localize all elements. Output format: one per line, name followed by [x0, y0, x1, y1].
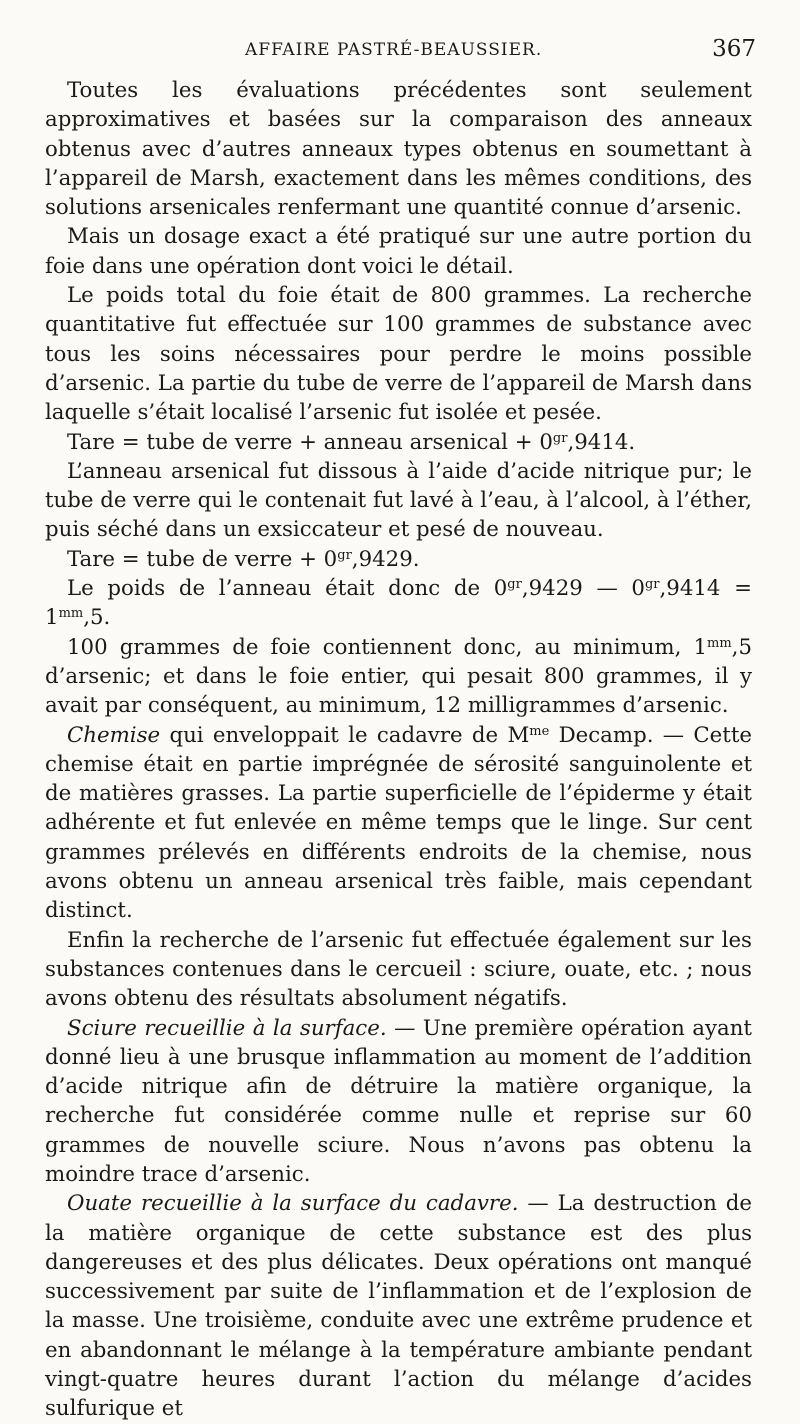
equation-line: Tare = tube de verre + $0^{gr},9429$.	[67, 546, 420, 572]
page-body	[45, 76, 752, 1424]
paragraph: Le poids total du foie était de 800 grammes. La recherche quantitative fut effectuée sur 100 grammes de substance avec tous les soins nécessaires pour perdre le moins possible d’arsenic. La partie du tube de verre de l’appareil de Marsh dans laquelle s’était localisé l’arsenic fut isolée et pesée.	[45, 283, 752, 426]
section-label: Sciure recueillie à la surface.	[67, 1015, 387, 1041]
page-number: 367	[712, 36, 756, 62]
paragraph: 100 grammes de foie contiennent donc, au minimum, $1^{mm},5$ d’arsenic; et dans le foie entier, qui pesait 800 grammes, il y avait par conséquent, au minimum, 12 milligrammes d’arsenic.	[45, 634, 752, 719]
equation-line: Tare = tube de verre + anneau arsenical + $0^{gr},9414$.	[67, 429, 636, 455]
paragraph: L’anneau arsenical fut dissous à l’aide d’acide nitrique pur; le tube de verre qui le contenait fut lavé à l’eau, à l’alcool, à l’éther, puis séché dans un exsiccateur et pesé de nouveau.	[45, 458, 753, 543]
paragraph: Toutes les évaluations précédentes sont seulement approximatives et basées sur la comparaison des anneaux obtenus avec d’autres anneaux types obtenus en soumettant à l’appareil de Marsh, exactement dans les mêmes conditions, des solutions arsenicales renfermant une quantité connue d’arsenic.	[45, 78, 752, 221]
paragraph: Ouate recueillie à la surface du cadavre. — La destruction de la matière organique de cette substance est des plus dangereuses et des plus délicates. Deux opérations ont manqué successivement par suite de l’inflammation et de l’explosion de la masse. Une troisième, conduite avec une extrême prudence et en abandonnant le mélange à la température ambiante pendant vingt-quatre heures durant l’action du mélange d’acides sulfurique et	[45, 1191, 752, 1422]
section-label: Chemise	[67, 722, 161, 748]
equation-line: Le poids de l’anneau était donc de $0^{gr},9429$ — $0^{gr},9414 = 1^{mm},5$.	[45, 576, 752, 631]
paragraph: Enfin la recherche de l’arsenic fut effectuée également sur les substances contenues dans le cercueil : sciure, ouate, etc. ; nous avons obtenu des résultats absolument négatifs.	[45, 927, 752, 1012]
page-header	[45, 36, 756, 76]
paragraph: Chemise qui enveloppait le cadavre de $M^{me}$ Decamp. — Cette chemise était en partie imprégnée de sérosité sanguinolente et de matières grasses. La partie superficielle de l’épiderme y était adhérente et fut enlevée en même temps que le linge. Sur cent grammes prélevés en différents endroits de la chemise, nous avons obtenu un anneau arsenical très faible, mais cependant distinct.	[45, 722, 752, 924]
running-head: AFFAIRE PASTRÉ-BEAUSSIER.	[245, 40, 543, 60]
paragraph: Sciure recueillie à la surface. — Une première opération ayant donné lieu à une brusque inflammation au moment de l’addition d’acide nitrique afin de détruire la matière organique, la recherche fut considérée comme nulle et reprise sur 60 grammes de nouvelle sciure. Nous n’avons pas obtenu la moindre trace d’arsenic.	[45, 1015, 752, 1187]
paragraph: Mais un dosage exact a été pratiqué sur une autre portion du foie dans une opération dont voici le détail.	[45, 224, 752, 279]
section-label: Ouate recueillie à la surface du cadavre.	[67, 1191, 519, 1217]
